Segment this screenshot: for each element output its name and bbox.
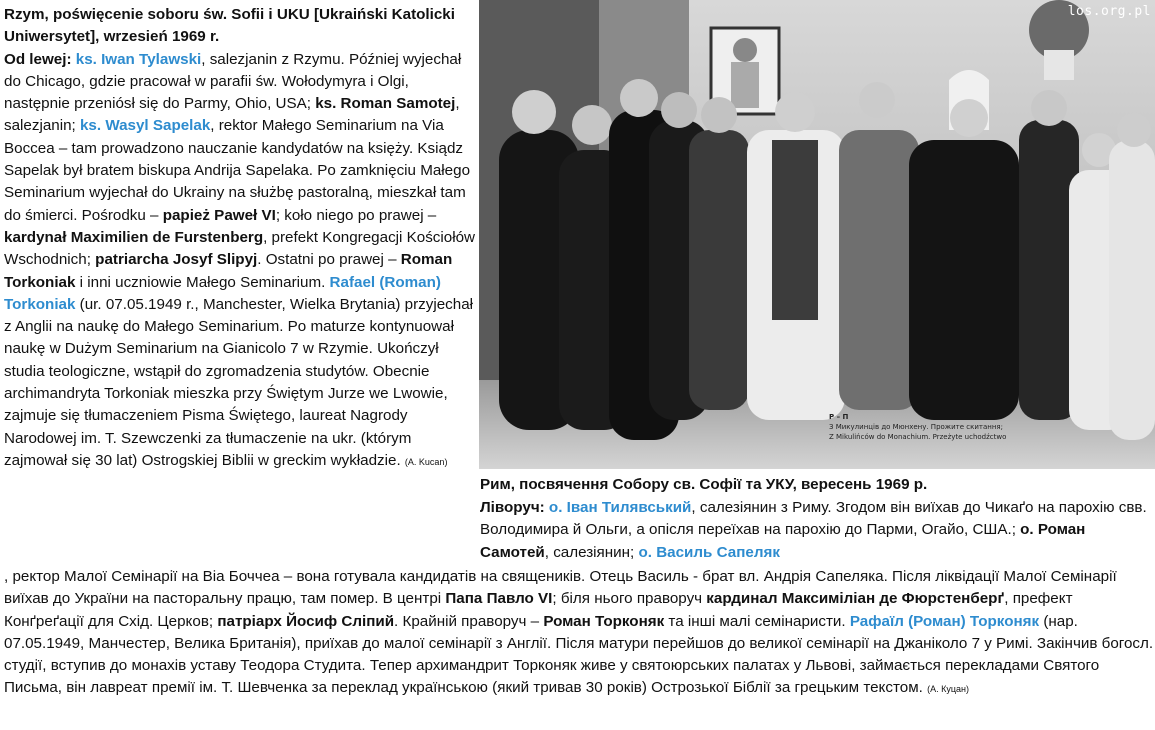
ukrainian-credit: (А. Куцан) [927, 684, 969, 695]
polish-text-6: . Ostatni po prawej – [257, 251, 401, 269]
person-samotej: ks. Roman Samotej [315, 95, 456, 113]
photo-caption-code: P – П [829, 413, 849, 421]
polish-text-8: (ur. 07.05.1949 r., Manchester, Wielka Brytania) przyjechał z Anglii na naukę do Małego Seminarium. Po maturze kontynuował naukę w Dużym Seminarium na Gianicolo 7 w Rzymie. Ukończył studia teologiczne, wstąpił do zgromadzenia studytów. Obecnie archimandryta Torkoniak mieszka przy Świętym Jurze we Lwowie, zajmuje się tłumaczeniem Pisma Świętego, laureat Nagrody Narodowej im. T. Szewczenki za tłumaczenie na ukr. (którym zajmował się 30 lat) Ostrogskiej Biblii w greckim wykładzie. [4, 295, 474, 469]
person-roman-ua: Роман Торконяк [543, 612, 665, 630]
ukrainian-text-5: , префект Конґреґації для Схід. Церков; [4, 590, 1073, 630]
ukrainian-text-8: (нар. 07.05.1949, Манчестер, Велика Британія), приїхав до малої семінарії з Англії. Після матури перейшов до великої семінарії на Джаніколо 7 у Римі. Закінчив богосл. студії, вступив до монахів уставу Теодора Студита. Тепер архимандрит Торконяк живе у святоюрських палатах у Львові, займається перекладами Святого Письма, він лавреат премії ім. Т. Шевченка за переклад українською (який тривав 30 років) Острозької Біблії за грецьким текстом. [4, 612, 1154, 697]
icon-saint-head [733, 38, 757, 62]
person-samotei: о. Роман Самотей [480, 521, 1086, 561]
site-watermark: los.org.pl [1067, 4, 1151, 19]
person-tyliavskyi: о. Іван Тилявський [548, 498, 692, 516]
person-pope-ua: Папа Павло VI [445, 590, 553, 608]
polish-text-5: , prefekt Kongregacji Kościołów Wschodnich; [4, 228, 476, 269]
person-cardinal-ua: кардинал Максиміліан де Фюрстенберґ [706, 590, 1005, 608]
person-sapeliak: о. Василь Сапеляк [638, 543, 780, 561]
historical-photo [479, 0, 1155, 469]
photo-caption-line-2: Z Mikulińców do Monachium. Przeżyte uchodźctwo [829, 433, 1007, 441]
person-roman: Roman Torkoniak [4, 251, 453, 291]
ukrainian-text-2: , салезіянин; [544, 543, 639, 561]
person-sapelak: ks. Wasyl Sapelak [79, 117, 211, 135]
polish-caption [4, 4, 478, 473]
person-cardinal: kardynał Maximilien de Furstenberg [4, 228, 264, 246]
ukrainian-text-4: ; біля нього праворуч [552, 590, 707, 608]
person-patriarch-ua: патріарх Йосиф Сліпий [217, 612, 395, 630]
ukrainian-from-left: Ліворуч: [480, 498, 545, 516]
plant-pot [1044, 50, 1074, 80]
ukrainian-caption-head [480, 474, 1155, 564]
ukrainian-caption-body [4, 566, 1155, 701]
photo-caption [829, 412, 1059, 442]
person-pope: papież Paweł VI [162, 206, 276, 224]
person-tylawski: ks. Iwan Tylawski [75, 50, 202, 68]
polish-text-7: i inni uczniowie Małego Seminarium. [75, 273, 330, 291]
ukrainian-paragraph-start [480, 497, 1155, 565]
polish-from-left: Od lewej: [4, 50, 72, 68]
photo-caption-line-1: З Микулинців до Мюнхену. Прожите скитання; [829, 423, 1003, 431]
polish-text-1: , salezjanin z Rzymu. Później wyjechał do Chicago, gdzie pracował w parafii św. Wołodymyra i Olgi, następnie przeniósł się do Parmy, Ohio, USA; [4, 50, 462, 113]
polish-text-2: , salezjanin; [4, 95, 460, 135]
polish-paragraph [4, 49, 478, 474]
person-patriarch: patriarcha Josyf Slipyj [95, 251, 258, 269]
polish-text-4: ; koło niego po prawej – [275, 206, 437, 224]
ukrainian-text-7: та інші малі семінаристи. [664, 612, 850, 630]
person-rafael-ua: Рафаїл (Роман) Торконяк [849, 612, 1040, 630]
icon-saint-body [731, 62, 759, 108]
person-rafael: Rafael (Roman) Torkoniak [4, 273, 441, 313]
ukrainian-title: Рим, посвячення Собору св. Софії та УКУ, вересень 1969 р. [480, 476, 928, 493]
ukrainian-text-1: , салезіянин з Риму. Згодом він виїхав до Чикаґо на парохію свв. Володимира й Ольги, а опісля переїхав на парохію до Парми, Огайо, США.; [480, 498, 1147, 538]
polish-title: Rzym, poświęcenie soboru św. Sofii i UKU [Ukraiński Katolicki Uniwersytet], wrzesień 1969 r. [4, 6, 455, 46]
ukrainian-text-6: . Крайній праворуч – [394, 612, 544, 630]
polish-credit: (A. Kucan) [404, 456, 448, 467]
polish-text-3: , rektor Małego Seminarium na Via Boccea – tam prowadzono nauczanie kandydatów na księży. Ksiądz Sapelak był bratem biskupa Andrija Sapelaka. Po zamknięciu Małego Seminarium wyjechał do Ukrainy na służbę pastoralną, mieszkał tam do śmierci. Pośrodku – [4, 117, 471, 224]
ukrainian-text-3: , ректор Малої Семінарії на Віа Боччеа – вона готувала кандидатів на священиків. Отець Василь - брат вл. Андрія Сапеляка. Після ліквідації Малої Семінарії виїхав до України на пасторальну працю, там помер. В центрі [4, 568, 1117, 608]
ukrainian-paragraph [4, 566, 1155, 701]
photo-illustration [479, 0, 1155, 469]
